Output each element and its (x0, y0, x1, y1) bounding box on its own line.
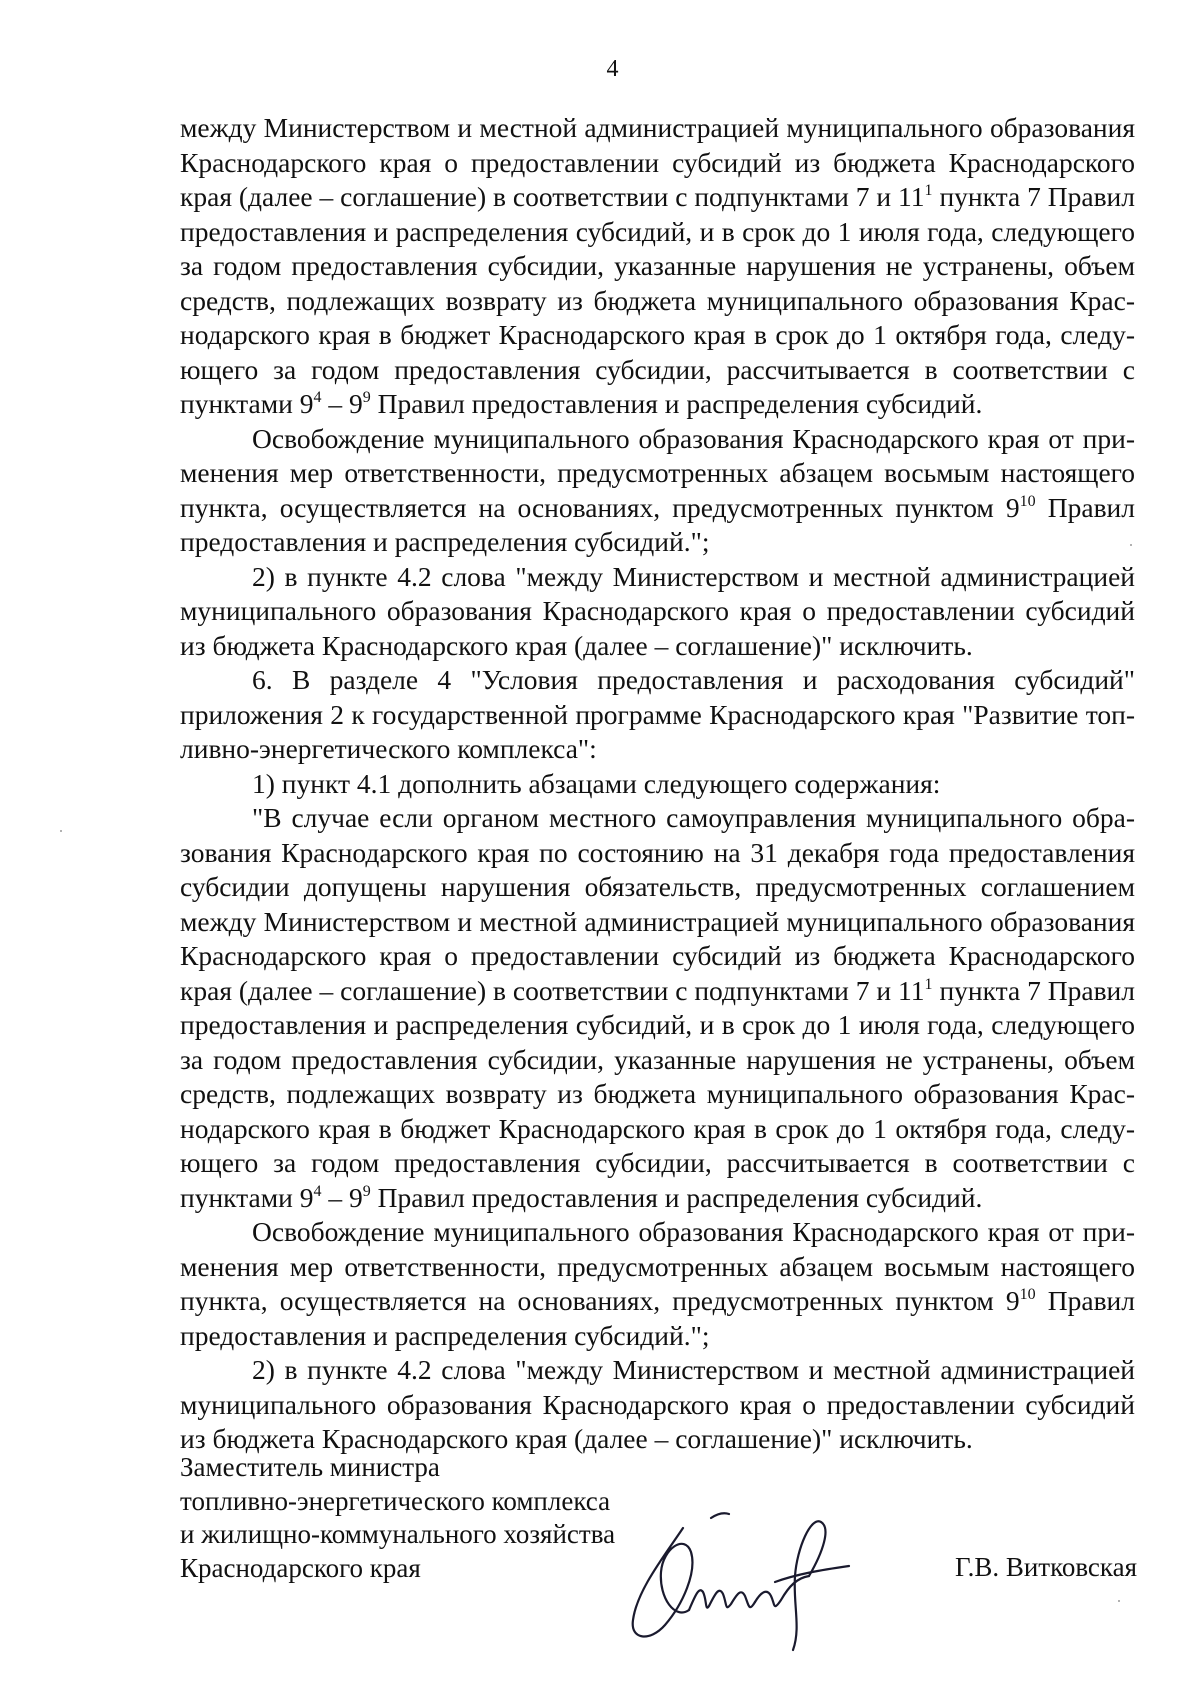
text-line: нодарского края в бюджет Краснодарского края в срок до 1 октября года, следу- (180, 319, 1135, 350)
text-line: 6. В разделе 4 "Условия предоставления и расходования субсидий" (252, 664, 1135, 695)
superscript: 9 (362, 389, 371, 406)
text-span: пунктами 9 (180, 388, 314, 419)
text-line: из бюджета Краснодарского края (далее – соглашение)" исключить. (180, 1423, 973, 1454)
superscript: 4 (313, 389, 322, 406)
superscript: 10 (1019, 1286, 1036, 1303)
text-line: приложения 2 к государственной программе Краснодарского края "Развитие топ- (180, 698, 1135, 730)
text-line: зования Краснодарского края по состоянию на 31 декабря года предоставления (180, 836, 1135, 868)
text-line: за годом предоставления субсидии, указанные нарушения не устранены, объем (180, 250, 1135, 281)
text-span: Правил (1035, 491, 1135, 523)
text-line: менения мер ответственности, предусмотренных абзацем восьмым настоящего (180, 457, 1135, 488)
text-line: менения мер ответственности, предусмотренных абзацем восьмым настоящего (180, 1250, 1135, 1282)
superscript: 10 (1019, 492, 1036, 510)
text-span: края (далее – соглашение) в соответствии с подпунктами 7 и 11 (180, 974, 925, 1006)
text-span: Правил предоставления и распределения субсидий. (370, 388, 983, 419)
position-line: и жилищно-коммунального хозяйства (180, 1519, 616, 1549)
superscript: 9 (362, 1182, 371, 1200)
superscript: 4 (313, 1182, 322, 1200)
text-line: муниципального образования Краснодарского края о предоставлении субсидий (180, 595, 1135, 626)
text-line: Освобождение муниципального образования Краснодарского края от при- (252, 1216, 1135, 1247)
position-line: топливно-энергетического комплекса (180, 1485, 611, 1516)
signatory-name: Г.В. Витковская (955, 1552, 1138, 1582)
position-line: Заместитель министра (180, 1452, 440, 1482)
text-line: за годом предоставления субсидии, указанные нарушения не устранены, объем (180, 1043, 1135, 1075)
text-line: субсидии допущены нарушения обязательств, предусмотренных соглашением (180, 871, 1135, 902)
text-line: средств, подлежащих возврату из бюджета муниципального образования Крас- (180, 284, 1135, 316)
text-line: предоставления и распределения субсидий."; (180, 526, 710, 557)
text-line: ливно-энергетического комплекса": (180, 733, 597, 764)
text-span: пункта, осуществляется на основаниях, предусмотренных пунктом 9 (180, 491, 1020, 523)
text-span: – 9 (321, 388, 363, 419)
text-line: между Министерством и местной администрацией муниципального образования (180, 112, 1135, 143)
text-span: края (далее – соглашение) в соответствии с подпунктами 7 и 11 (180, 181, 925, 212)
page-number: 4 (606, 56, 619, 82)
position-line: Краснодарского края (180, 1552, 421, 1583)
text-span: пункта, осуществляется на основаниях, предусмотренных пунктом 9 (180, 1285, 1020, 1316)
text-span: – 9 (321, 1181, 363, 1213)
scan-speck (60, 830, 62, 832)
text-line (180, 387, 1135, 422)
text-span: пунктами 9 (180, 1181, 314, 1213)
text-line: Освобождение муниципального образования Краснодарского края от при- (252, 422, 1135, 454)
text-line: "В случае если органом местного самоуправления муниципального обра- (252, 802, 1135, 833)
text-line: Краснодарского края о предоставлении субсидий из бюджета Краснодарского (180, 146, 1135, 178)
text-line: из бюджета Краснодарского края (далее – соглашение)" исключить. (180, 629, 973, 661)
text-line (180, 180, 1135, 215)
text-line: между Министерством и местной администрацией муниципального образования (180, 905, 1135, 937)
text-line: предоставления и распределения субсидий."; (180, 1319, 710, 1351)
text-line: предоставления и распределения субсидий, и в срок до 1 июля года, следующего (180, 1009, 1135, 1040)
text-span: пункта 7 Правил (932, 181, 1135, 212)
scan-speck (1130, 544, 1132, 546)
scan-speck (1118, 1600, 1120, 1602)
text-span: Правил предоставления и распределения субсидий. (370, 1181, 983, 1213)
text-line: средств, подлежащих возврату из бюджета муниципального образования Крас- (180, 1078, 1135, 1109)
text-line: 2) в пункте 4.2 слова "между Министерством и местной администрацией (252, 1354, 1135, 1385)
text-line (180, 1181, 1135, 1216)
text-line (180, 491, 1135, 526)
superscript: 1 (924, 975, 933, 993)
text-line: ющего за годом предоставления субсидии, рассчитывается в соответствии с (180, 1147, 1135, 1178)
text-line: Краснодарского края о предоставлении субсидий из бюджета Краснодарского (180, 940, 1135, 971)
text-line: муниципального образования Краснодарского края о предоставлении субсидий (180, 1388, 1135, 1420)
document-body (180, 111, 1135, 1457)
text-line (180, 1284, 1135, 1319)
text-span: пункта 7 Правил (932, 974, 1135, 1006)
handwritten-signature-icon (625, 1500, 865, 1660)
text-line: предоставления и распределения субсидий, и в срок до 1 июля года, следующего (180, 215, 1135, 247)
signatory-position (180, 1451, 615, 1585)
text-line: нодарского края в бюджет Краснодарского края в срок до 1 октября года, следу- (180, 1112, 1135, 1144)
text-span: Правил (1035, 1285, 1135, 1316)
text-line: 1) пункт 4.1 дополнить абзацами следующего содержания: (252, 767, 941, 799)
text-line: 2) в пункте 4.2 слова "между Министерством и местной администрацией (252, 560, 1135, 592)
text-line: ющего за годом предоставления субсидии, рассчитывается в соответствии с (180, 353, 1135, 385)
superscript: 1 (924, 182, 933, 199)
text-line (180, 974, 1135, 1009)
